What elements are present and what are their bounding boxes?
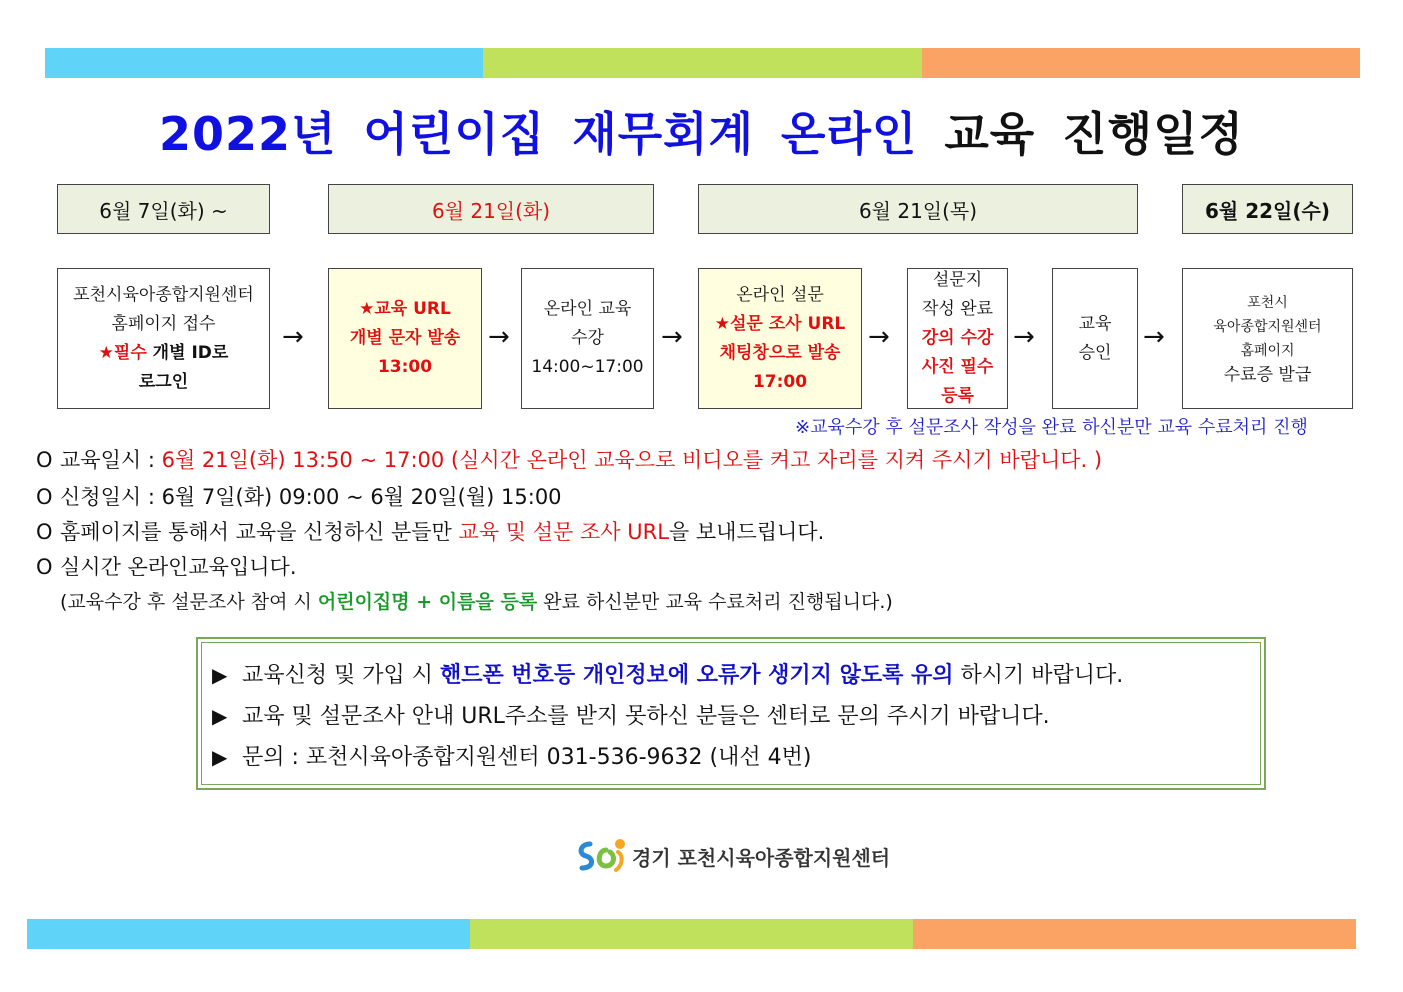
triangle-bullet-icon: ▶	[212, 745, 228, 769]
step-text: 개별 문자 발송	[349, 328, 461, 348]
step-text: 수강	[571, 328, 604, 348]
circle-bullet-icon: O	[36, 520, 53, 544]
step-text: 수료증 발급	[1223, 364, 1312, 385]
step-text: ★교육 URL	[359, 299, 451, 319]
bar-segment-orange	[922, 48, 1360, 78]
step-online-class	[521, 268, 654, 409]
step-text: 포천시육아종합지원센터	[73, 284, 254, 305]
bar-segment-blue	[27, 919, 470, 949]
step-text-rest: 개별 ID로	[146, 342, 229, 363]
bar-segment-green	[470, 919, 913, 949]
step-text: 등록	[941, 386, 974, 406]
circle-bullet-icon: O	[36, 448, 53, 472]
step-approval	[1052, 268, 1138, 409]
date-header-2: 6월 21일(화)	[328, 184, 654, 234]
step-text: 작성 완료	[921, 299, 994, 319]
arrow-icon: →	[1013, 322, 1035, 352]
step-text: 홈페이지 접수	[111, 313, 216, 334]
notice-line	[212, 655, 1260, 696]
arrow-icon: →	[868, 322, 890, 352]
line-highlight: 교육 및 설문 조사 URL	[458, 520, 669, 544]
circle-bullet-icon: O	[36, 485, 53, 509]
step-text: 홈페이지	[1240, 342, 1295, 359]
triangle-bullet-icon: ▶	[212, 663, 228, 687]
line-label: 교육일시 :	[60, 448, 162, 472]
notice-text: 하시기 바랍니다.	[953, 663, 1124, 688]
date-header-4: 6월 22일(수)	[1182, 184, 1353, 234]
step-sms	[328, 268, 482, 409]
step-register	[57, 268, 270, 409]
arrow-icon: →	[282, 322, 304, 352]
step-text: 온라인 설문	[736, 284, 824, 305]
arrow-icon: →	[1143, 322, 1165, 352]
notice-box-inner	[201, 642, 1261, 785]
notice-box	[196, 637, 1266, 790]
page-title	[0, 98, 1403, 164]
step-text: 강의 수강	[921, 328, 994, 348]
step-certificate	[1182, 268, 1353, 409]
line-highlight: 6월 21일(화) 13:50 ~ 17:00 (실시간 온라인 교육으로 비디오를 켜고 자리를 지켜 주시기 바랍니다. )	[161, 448, 1103, 472]
notice-highlight: 핸드폰 번호등 개인정보에 오류가 생기지 않도록 유의	[440, 663, 954, 688]
arrow-icon: →	[488, 322, 510, 352]
step-text	[99, 339, 229, 368]
date-header-1: 6월 7일(화) ~	[57, 184, 270, 234]
step-text: 13:00	[377, 357, 433, 377]
center-logo	[576, 836, 890, 876]
completion-note: ※교육수강 후 설문조사 작성을 완료 하신분만 교육 수료처리 진행	[795, 417, 1308, 438]
required-mark: ★필수	[98, 342, 147, 363]
line-text: 홈페이지를 통해서 교육을 신청하신 분들만	[60, 520, 459, 544]
info-line-realtime	[36, 551, 297, 581]
step-text: 육아종합지원센터	[1213, 318, 1322, 335]
notice-text: 교육 및 설문조사 안내 URL주소를 받지 못하신 분들은 센터로 문의 주시기 바랍니다.	[242, 704, 1050, 729]
info-line-schedule	[36, 444, 1102, 474]
line-text: 실시간 온라인교육입니다.	[60, 555, 297, 579]
step-text: 설문지	[932, 270, 983, 290]
step-text: 승인	[1078, 342, 1112, 363]
step-text: 14:00~17:00	[531, 357, 644, 377]
bottom-color-bar	[27, 919, 1356, 949]
step-text: 교육	[1078, 313, 1112, 334]
notice-text: 교육신청 및 가입 시	[242, 663, 440, 688]
arrow-icon: →	[661, 322, 683, 352]
step-survey-complete	[907, 268, 1008, 409]
notice-text: 문의 : 포천시육아종합지원센터 031-536-9632 (내선 4번)	[242, 745, 812, 770]
notice-line	[212, 696, 1260, 737]
step-text: 채팅창으로 발송	[719, 342, 841, 363]
step-text: 로그인	[138, 371, 189, 392]
center-logo-icon	[576, 836, 628, 876]
title-black-part: 교육 진행일정	[944, 107, 1244, 161]
bar-segment-blue	[45, 48, 483, 78]
step-survey	[698, 268, 862, 409]
info-line-application	[36, 481, 562, 511]
line-text: 신청일시 : 6월 7일(화) 09:00 ~ 6월 20일(월) 15:00	[60, 485, 562, 509]
date-header-3: 6월 21일(목)	[698, 184, 1138, 234]
notice-line	[212, 737, 1260, 778]
step-text: 온라인 교육	[543, 299, 632, 319]
circle-bullet-icon: O	[36, 555, 53, 579]
line-highlight: 어린이집명 + 이름을 등록	[317, 591, 538, 613]
line-text: (교육수강 후 설문조사 참여 시	[60, 591, 318, 613]
title-blue-part: 2022년 어린이집 재무회계 온라인	[159, 107, 918, 161]
bar-segment-orange	[913, 919, 1356, 949]
info-line-survey-note	[60, 587, 893, 614]
line-text: 을 보내드립니다.	[668, 520, 825, 544]
step-text: 포천시	[1247, 294, 1288, 311]
step-text: 17:00	[752, 371, 808, 392]
bar-segment-green	[483, 48, 921, 78]
logo-text: 경기 포천시육아종합지원센터	[632, 845, 891, 870]
line-text: 완료 하신분만 교육 수료처리 진행됩니다.)	[537, 591, 893, 613]
triangle-bullet-icon: ▶	[212, 704, 228, 728]
step-text: 사진 필수	[921, 357, 994, 377]
info-line-url	[36, 516, 824, 546]
top-color-bar	[45, 48, 1360, 78]
step-text: ★설문 조사 URL	[714, 313, 846, 334]
